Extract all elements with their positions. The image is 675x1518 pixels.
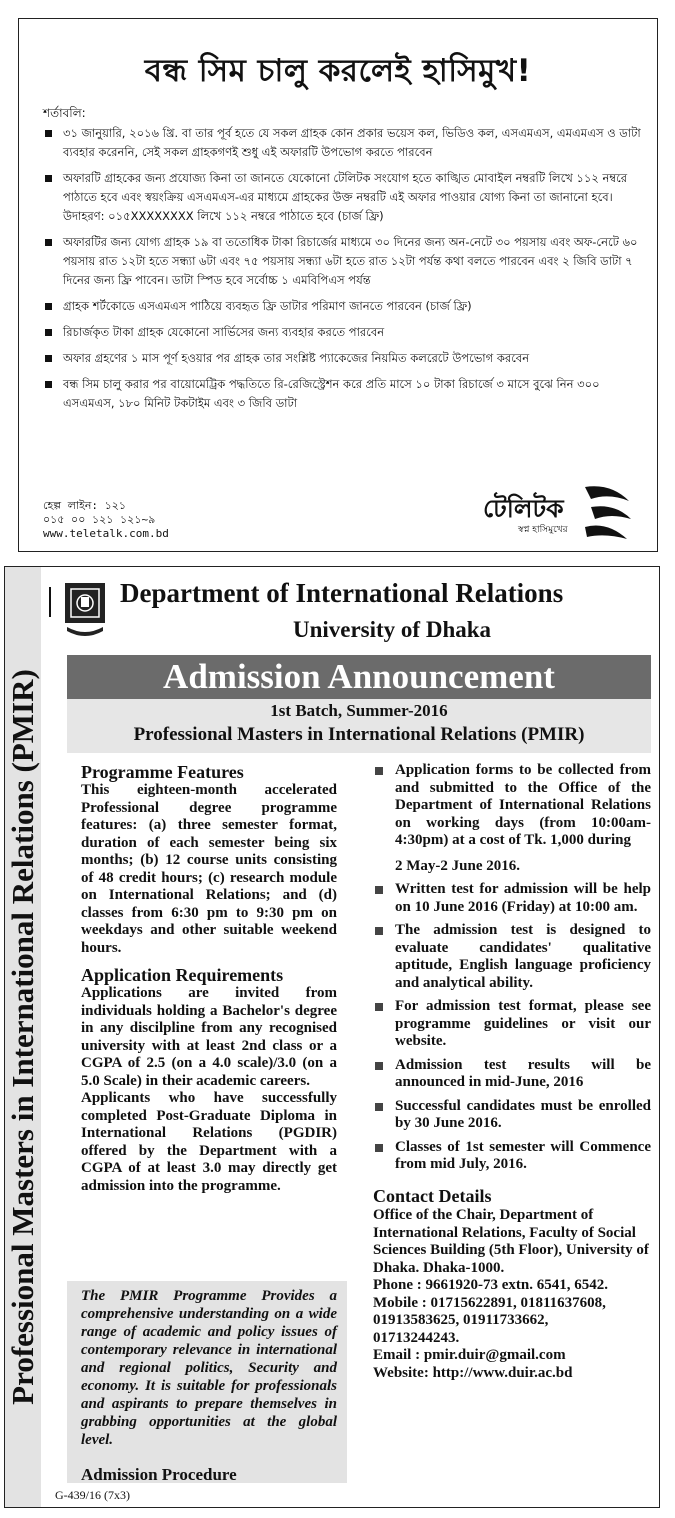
reference-code: G-439/16 (7x3) [55, 1488, 130, 1502]
side-banner [5, 567, 41, 1507]
procedure-dates: 2 May-2 June 2016. [395, 857, 520, 874]
bullet-square-icon [375, 767, 383, 775]
procedure-list [373, 762, 651, 1174]
programme-line: Professional Masters in International Relations (PMIR) [133, 724, 585, 745]
contact-phone: Phone : 9661920-73 extn. 6541, 6542. [373, 1277, 608, 1293]
contact-mobile: Mobile : 01715622891, 01811637608, [373, 1294, 606, 1311]
contact-office: Office of the Chair, Department of International Relations, Faculty of Social Sciences Building (5th Floor), University of Dhaka. Dhaka-1000. [373, 1207, 649, 1276]
teletalk-logo [483, 479, 633, 541]
procedure-item-text: Successful candidates must be enrolled by 30 June 2016. [395, 1097, 651, 1131]
terms-item [43, 375, 647, 413]
left-column [81, 762, 337, 1195]
terms-item-text: ৩১ জানুয়ারি, ২০১৬ খ্রি. বা তার পূর্ব হতে যে সকল গ্রাহক কোন প্রকার ভয়েস কল, ভিডিও কল, এসএমএস, এমএমএস ও ডাটা ব্যবহার করেননি, সেই সকল গ্রাহকগণই শুধু এই অফারটি উপভোগ করতে পারবেন [63, 126, 641, 159]
procedure-item [373, 1057, 651, 1092]
bullet-square-icon [375, 886, 383, 894]
contact-mobile-cont: 01713244243. [373, 1329, 460, 1346]
terms-label: শর্তাবলি: [43, 106, 86, 120]
bullet-square-icon [45, 130, 52, 137]
teletalk-logo-tagline: স্বপ্ন হাসিমুখের [518, 525, 568, 535]
procedure-item [373, 922, 651, 992]
requirements-heading: Application Requirements [81, 965, 284, 985]
procedure-item-text: The admission test is designed to evaluate candidates' qualitative aptitude, English language proficiency and analytical ability. [395, 922, 651, 991]
terms-item-text: গ্রাহক শর্টকোডে এসএমএস পাঠিয়ে ব্যবহৃত ফ্রি ডাটার পরিমাণ জানতে পারবেন (চার্জ ফ্রি) [63, 299, 472, 313]
terms-item [43, 169, 647, 226]
bullet-square-icon [45, 175, 52, 182]
bullet-square-icon [45, 381, 52, 388]
procedure-item [373, 1098, 651, 1133]
programme-provides-text: The PMIR Programme Provides a comprehensive understanding on a wide range of academic and policy issues of contemporary relevance in international and regional politics, Security and economy. It is suitable for professionals and aspirants to prepare themselves in grabbing opportunities at the global level. [81, 1288, 337, 1448]
features-heading: Programme Features [81, 762, 244, 782]
bullet-square-icon [45, 303, 52, 310]
du-admission-advertisement [4, 566, 660, 1508]
department-name: Department of International Relations [120, 578, 564, 608]
university-name-row [5, 617, 659, 643]
requirements-pgdir-text: Applicants who have successfully completed Post-Graduate Diploma in International Relations (PGDIR) offered by the Department with a CGPA of at least 3.0 may directly get admission into the programme. [81, 1090, 337, 1194]
features-text: This eighteen-month accelerated Professional degree programme features: (a) three semester format, duration of each semester being six months; (b) 12 course units consisting of 48 credit hours; (c) research module on International Relations; and (d) classes from 6:30 pm to 9:30 pm on weekdays and other suitable weekend hours. [81, 782, 337, 956]
contact-mobile-cont: 01913583625, 01911733662, [373, 1312, 549, 1328]
programme-provides-box [67, 1281, 347, 1483]
procedure-item-text: Admission test results will be announced in mid-June, 2016 [395, 1056, 651, 1090]
right-column [373, 762, 651, 1382]
bullet-square-icon [375, 927, 383, 935]
terms-item [43, 323, 647, 342]
teletalk-website-link[interactable]: www.teletalk.com.bd [43, 527, 169, 540]
teletalk-logo-text: টেলিটক [483, 494, 564, 523]
procedure-item-text: Application forms to be collected from and submitted to the Office of the Department of International Relations on working days (from 10:00am-4:30pm) at a cost of Tk. 1,000 during [395, 762, 651, 848]
announcement-title: Admission Announcement [67, 655, 651, 699]
batch-line: 1st Batch, Summer-2016 [270, 701, 448, 720]
bullet-square-icon [45, 239, 52, 246]
terms-item [43, 297, 647, 316]
terms-item [43, 349, 647, 368]
contact-email-link[interactable]: Email : pmir.duir@gmail.com [373, 1347, 566, 1363]
helpline-label: হেল্প লাইন: ১২১ [43, 499, 127, 512]
terms-item-text: অফারটির জন্য যোগ্য গ্রাহক ১৯ বা ততোধিক টাকা রিচার্জের মাধ্যমে ৩০ দিনের জন্য অন-নেটে ৩০ পয়সায় এবং অফ-নেটে ৬০ পয়সায় রাত ১২টা হতে সন্ধ্যা ৬টা এবং ৭৫ পয়সায় সন্ধ্যা ৬টা হতে রাত ১২টা পর্যন্ত কথা বলতে পারবেন এবং ২ জিবি ডাটা ৭ দিনের জন্য ফ্রি পাবেন। ডাটা স্পিড হবে সর্বোচ্চ ১ এমবিপিএস পর্যন্ত [63, 235, 638, 287]
contact-website-link[interactable]: Website: http://www.duir.ac.bd [373, 1364, 573, 1381]
terms-list [43, 124, 647, 420]
university-name: University of Dhaka [292, 617, 492, 642]
procedure-item [373, 881, 651, 916]
bullet-square-icon [375, 1003, 383, 1011]
terms-item [43, 233, 647, 290]
batch-block [67, 699, 651, 753]
procedure-item-text: Classes of 1st semester will Commence from mid July, 2016. [395, 1138, 651, 1172]
bullet-square-icon [45, 355, 52, 362]
procedure-heading: Admission Procedure [81, 1465, 237, 1484]
bullet-square-icon [375, 1103, 383, 1111]
bullet-square-icon [375, 1062, 383, 1070]
terms-item-text: অফার গ্রহণের ১ মাস পূর্ণ হওয়ার পর গ্রাহক তার সংশ্লিষ্ট প্যাকেজের নিয়মিত কলরেটে উপভোগ করবেন [63, 351, 530, 365]
procedure-item [373, 998, 651, 1051]
teletalk-advertisement [18, 18, 658, 552]
procedure-item-text: For admission test format, please see programme guidelines or visit our website. [395, 998, 651, 1049]
contact-heading: Contact Details [373, 1185, 492, 1206]
vertical-rule [49, 587, 51, 617]
terms-item-text: রিচার্জকৃত টাকা গ্রাহক যেকোনো সার্ভিসের জন্য ব্যবহার করতে পারবেন [63, 325, 385, 339]
helpline-numbers: ০১৫ ০০ ১২১ ১২১~৯ [43, 513, 156, 526]
side-banner-title: Professional Masters in International Relations (PMIR) [5, 669, 40, 1405]
contact-details [373, 1207, 651, 1382]
terms-item-text: বন্ধ সিম চালু করার পর বায়োমেট্রিক পদ্ধতিতে রি-রেজিস্ট্রেশন করে প্রতি মাসে ১০ টাকা রিচার্জে ৩ মাসে বুঝে নিন ৩০০ এসএমএস, ১৮০ মিনিট টকটাইম এবং ৩ জিবি ডাটা [63, 377, 600, 410]
requirements-text: Applications are invited from individuals holding a Bachelor's degree in any discilpline from any recognised university with at least 2nd class or a CGPA of 2.5 (on a 4.0 scale)/3.0 (on a 5.0 Scale) in their academic careers. [81, 985, 337, 1089]
procedure-item-text: Written test for admission will be help on 10 June 2016 (Friday) at 10:00 am. [395, 881, 651, 915]
teletalk-headline: বন্ধ সিম চালু করলেই হাসিমুখ! [144, 53, 532, 89]
bullet-square-icon [375, 1144, 383, 1152]
teletalk-wave-icon [581, 483, 633, 541]
procedure-item [373, 762, 651, 875]
bullet-square-icon [45, 329, 52, 336]
procedure-item [373, 1139, 651, 1174]
terms-item-text: অফারটি গ্রাহকের জন্য প্রযোজ্য কিনা তা জানতে যেকোনো টেলিটক সংযোগ হতে কাঙ্খিত মোবাইল নম্বরটি লিখে ১১২ নম্বরে পাঠাতে হবে এবং স্বয়ংক্রিয় এসএমএস-এর মাধ্যমে গ্রাহকের উক্ত নম্বরটি এই অফার পাওয়ার যোগ্য কিনা তা জানানো হবে। উদাহরণ: ০১৫XXXXXXXX লিখে ১১২ নম্বরে পাঠাতে হবে (চার্জ ফ্রি) [63, 171, 628, 223]
helpline-block [43, 499, 169, 541]
terms-item [43, 124, 647, 162]
